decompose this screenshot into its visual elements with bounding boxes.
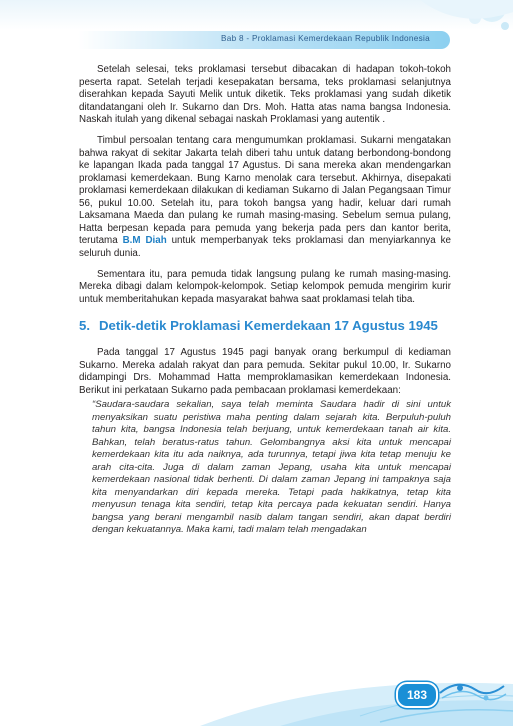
section-title: Detik-detik Proklamasi Kemerdekaan 17 Agustus 1945	[99, 318, 438, 333]
section-intro: Pada tanggal 17 Agustus 1945 pagi banyak orang berkumpul di kediaman Sukarno. Mereka adalah rakyat dan para pemuda. Sekitar pukul 10.00, Ir. Sukarno didampingi Drs. Mohammad Hatta memproklamasikan kemerdekaan Indonesia. Berikut ini perkataan Sukarno pada pembacaan proklamasi kemerdekaan:	[79, 347, 451, 396]
paragraph-2-text-a: Timbul persoalan tentang cara mengumumkan proklamasi. Sukarni mengatakan bahwa rakyat di sekitar Jakarta telah diberi tahu untuk datang berbondong-bondong ke lapangan Ikada pada tanggal 17 Agustus. Di sana mereka akan mendengarkan proklamasi kemerdekaan. Bung Karno menolak cara tersebut. Akhirnya, disepakati proklamasi kemerdekaan dilakukan di kediaman Sukarno di Jalan Pegangsaan Timur 56, pukul 10.00. Setelah itu, para tokoh bangsa yang hadir, keluar dari rumah Laksamana Maeda dan pulang ke rumah masing-masing. Sebelum semua pulang, Hatta berpesan kepada para pemuda yang bekerja pada pers dan kantor berita, terutama	[79, 135, 451, 246]
running-header-title: Bab 8 - Proklamasi Kemerdekaan Republik Indonesia	[220, 34, 430, 43]
page-body	[79, 64, 451, 537]
section-heading	[79, 318, 451, 333]
sukarno-quote: “Saudara-saudara sekalian, saya telah meminta Saudara hadir di sini untuk menyaksikan suatu peristiwa maha penting dalam sejarah kita. Berpuluh-puluh tahun kita, bangsa Indonesia telah berjuang, untuk kemerdekaan tanah air kita. Bahkan, telah beratus-ratus tahun. Gelombangnya aksi kita untuk mencapai kemerdekaan kita itu ada naiknya, ada turunnya, tetapi jiwa kita tetap menuju ke arah cita-cita. Juga di dalam zaman Jepang, usaha kita untuk mencapai kemerdekaan nasional tidak berhenti. Di dalam zaman Jepang ini tampaknya saja kita menyandarkan diri kepada mereka. Tetapi pada hakikatnya, tetap kita menyusun tenaga kita sendiri, tetap kita percaya pada kekuatan sendiri. Hanya bangsa yang berani mengambil nasib dalam tangan sendiri, akan dapat berdiri dengan kekuatannya. Maka kami, tadi malam telah mengadakan	[92, 399, 451, 535]
paragraph-2-text-b: untuk memperbanyak teks proklamasi dan menyiarkannya ke seluruh dunia.	[79, 235, 451, 259]
running-header	[78, 31, 450, 49]
paragraph-3: Sementara itu, para pemuda tidak langsung pulang ke rumah masing-masing. Mereka dibagi dalam kelompok-kelompok. Setiap kelompok pemuda mengirim kurir untuk memberitahukan kepada masyarakat bahwa saat proklamasi telah tiba.	[79, 268, 451, 305]
paragraph-1: Setelah selesai, teks proklamasi tersebut dibacakan di hadapan tokoh-tokoh peserta rapat. Setelah terjadi kesepakatan bersama, teks proklamasi selanjutnya diserahkan kepada Sayuti Melik untuk diketik. Teks proklamasi yang sudah diketik ditandatangani oleh Ir. Sukarno dan Drs. Moh. Hatta atas nama bangsa Indonesia. Naskah itulah yang dikenal sebagai naskah Proklamasi yang autentik .	[79, 64, 451, 125]
swirl-ornament-icon	[438, 676, 508, 710]
paragraph-2	[79, 135, 451, 260]
section-number: 5.	[79, 318, 90, 333]
page-number-badge: 183	[396, 682, 438, 708]
highlight-bm-diah: B.M Diah	[122, 235, 167, 246]
